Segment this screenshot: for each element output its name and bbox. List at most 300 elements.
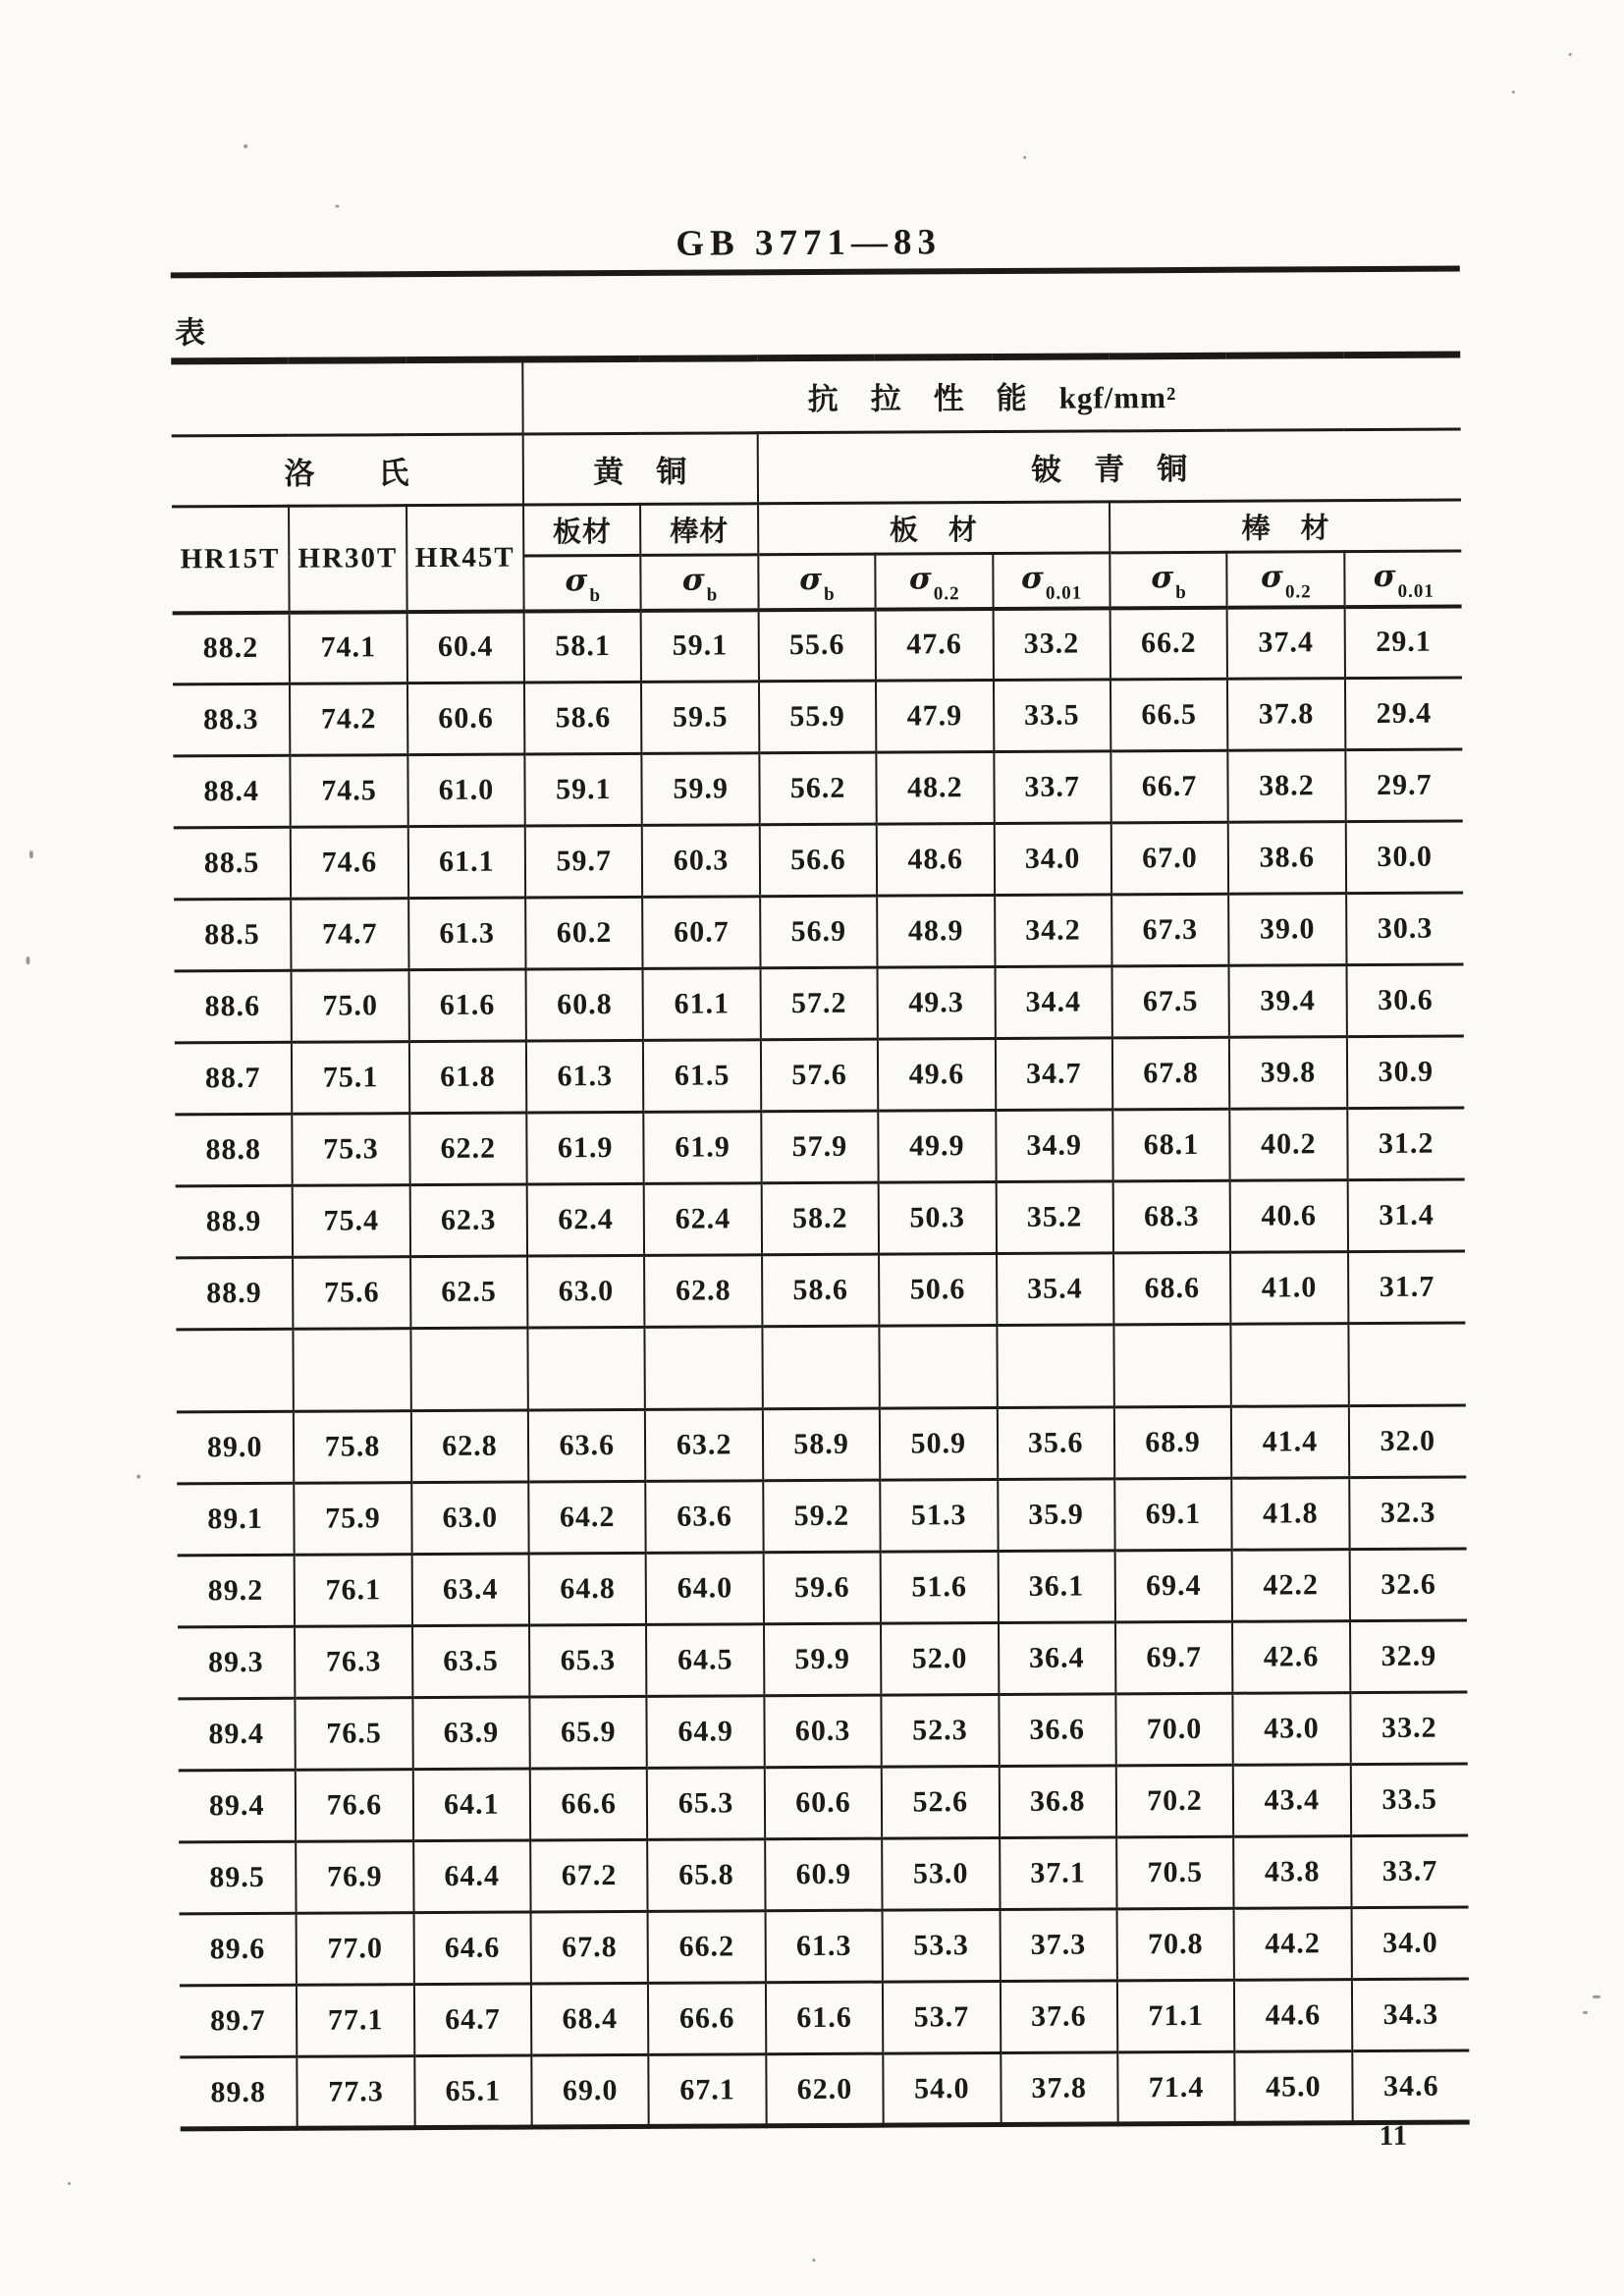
table-cell: 62.5 <box>410 1256 528 1329</box>
table-cell: 75.1 <box>292 1042 409 1115</box>
table-cell: 61.1 <box>407 826 525 899</box>
table-cell: 34.9 <box>996 1110 1113 1182</box>
table-row <box>175 1036 1464 1115</box>
sigma-b-bronze-plate <box>758 554 876 610</box>
table-cell <box>176 1329 294 1412</box>
col-header-hr45t: HR45T <box>406 505 524 612</box>
table-cell: 65.8 <box>648 1839 766 1912</box>
col-header-hr15t: HR15T <box>172 506 290 613</box>
table-cell: 76.5 <box>296 1698 413 1771</box>
table-cell: 51.6 <box>881 1552 999 1624</box>
table-cell: 61.3 <box>765 1910 883 1983</box>
table-cell: 88.8 <box>175 1114 293 1186</box>
table-cell: 63.6 <box>528 1409 646 1482</box>
table-cell: 89.4 <box>178 1698 296 1771</box>
table-cell <box>762 1326 880 1409</box>
table-cell: 52.6 <box>882 1767 1000 1839</box>
table-cell <box>1113 1324 1231 1407</box>
table-cell: 31.7 <box>1348 1251 1466 1324</box>
table-cell: 68.4 <box>531 1983 649 2055</box>
sigma-symbol: σ <box>681 562 706 598</box>
table-cell: 77.1 <box>297 1985 414 2057</box>
table-cell: 68.9 <box>1114 1406 1232 1479</box>
table-row <box>177 1405 1466 1484</box>
table-cell: 32.3 <box>1349 1477 1467 1550</box>
table-cell: 33.5 <box>1350 1764 1468 1836</box>
table-cell: 67.2 <box>530 1839 648 1912</box>
table-cell: 89.6 <box>180 1913 298 1986</box>
table-cell: 70.5 <box>1116 1836 1234 1909</box>
table-cell: 58.1 <box>524 610 642 683</box>
table-cell: 36.6 <box>999 1694 1116 1767</box>
table-cell: 47.6 <box>876 609 994 682</box>
table-cell: 89.5 <box>179 1841 297 1914</box>
heading-rule <box>171 266 1460 279</box>
table-cell: 59.2 <box>763 1480 881 1553</box>
table-row <box>175 1108 1464 1186</box>
table-cell: 50.6 <box>879 1254 997 1327</box>
table-cell: 66.2 <box>648 1911 766 1984</box>
table-cell <box>997 1325 1114 1408</box>
table-cell: 69.7 <box>1115 1621 1233 1694</box>
scan-speck <box>29 850 33 858</box>
table-cell: 49.6 <box>878 1039 996 1112</box>
table-cell: 58.6 <box>524 682 642 754</box>
table-cell: 71.4 <box>1117 2051 1235 2124</box>
table-cell: 75.4 <box>293 1185 410 1258</box>
table-cell: 42.6 <box>1232 1621 1350 1694</box>
table-cell: 64.7 <box>414 1984 532 2056</box>
table-cell: 68.6 <box>1113 1252 1231 1325</box>
table-cell: 75.6 <box>293 1257 410 1330</box>
sigma-001-bronze-bar <box>1344 551 1462 607</box>
table-cell: 67.8 <box>1112 1037 1230 1110</box>
table-cell: 61.3 <box>408 898 526 970</box>
table-cell: 75.8 <box>294 1411 411 1484</box>
table-cell: 49.3 <box>878 967 996 1040</box>
scan-speck <box>1023 156 1026 159</box>
sigma-symbol: σ <box>565 562 589 599</box>
table-cell: 33.2 <box>1350 1692 1468 1765</box>
conversion-table-wrapper <box>171 352 1469 2132</box>
scan-speck <box>335 205 339 208</box>
table-cell: 59.6 <box>763 1552 881 1624</box>
table-body <box>173 606 1470 2129</box>
table-cell: 66.2 <box>1110 607 1227 680</box>
table-cell: 61.1 <box>643 968 761 1041</box>
table-cell: 61.5 <box>643 1040 761 1113</box>
table-cell: 65.3 <box>529 1624 647 1697</box>
table-cell: 89.8 <box>180 2056 298 2129</box>
table-cell: 29.1 <box>1344 606 1462 679</box>
table-cell: 33.7 <box>1351 1835 1469 1908</box>
table-cell: 69.1 <box>1114 1478 1232 1551</box>
table-cell: 74.7 <box>291 899 408 971</box>
table-cell: 88.9 <box>176 1185 294 1258</box>
table-row <box>178 1549 1467 1627</box>
table-cell: 29.4 <box>1345 678 1463 750</box>
table-cell: 60.7 <box>643 897 761 969</box>
table-cell <box>880 1326 998 1409</box>
table-cell: 64.4 <box>413 1840 531 1913</box>
table-cell: 60.6 <box>765 1767 883 1839</box>
table-cell: 64.6 <box>413 1912 531 1985</box>
table-cell: 36.4 <box>999 1622 1116 1695</box>
table-cell: 63.6 <box>646 1481 764 1554</box>
standard-number-heading: GB 3771—83 <box>676 222 943 264</box>
table-cell: 50.9 <box>880 1408 998 1481</box>
table-cell: 33.7 <box>994 751 1111 824</box>
table-cell: 66.6 <box>648 1983 766 2055</box>
table-row-spacer <box>176 1323 1465 1412</box>
table-cell: 40.2 <box>1230 1109 1348 1181</box>
table-cell: 62.2 <box>409 1113 527 1185</box>
table-cell: 42.2 <box>1232 1550 1350 1622</box>
sigma-symbol: σ <box>1373 558 1397 594</box>
sigma-symbol: σ <box>799 561 824 597</box>
scan-speck <box>1593 1995 1600 1998</box>
header-row-product-forms <box>172 500 1461 558</box>
table-cell: 44.2 <box>1234 1908 1352 1981</box>
table-cell: 68.3 <box>1113 1180 1231 1253</box>
brass-bar-cell: 棒材 <box>640 504 758 556</box>
table-cell: 31.4 <box>1347 1179 1465 1252</box>
table-cell: 41.8 <box>1231 1478 1349 1551</box>
table-cell: 59.7 <box>525 825 643 898</box>
sigma-b-bronze-bar <box>1110 552 1227 608</box>
table-row <box>180 1979 1469 2057</box>
table-cell: 37.8 <box>1001 2052 1118 2125</box>
table-cell: 49.9 <box>878 1111 996 1183</box>
table-cell: 61.8 <box>409 1041 527 1114</box>
table-cell: 37.3 <box>1000 1909 1117 1982</box>
table-cell: 89.3 <box>178 1626 296 1699</box>
table-cell: 48.6 <box>877 824 995 897</box>
table-cell: 61.9 <box>644 1112 762 1184</box>
table-cell: 60.3 <box>642 825 760 898</box>
table-cell: 38.6 <box>1228 822 1346 895</box>
sigma-subscript: 0.01 <box>1045 582 1083 604</box>
table-cell: 69.4 <box>1114 1550 1232 1622</box>
bronze-plate-cell: 板 材 <box>758 502 1110 555</box>
table-row <box>177 1477 1466 1556</box>
header-row-material-groups <box>172 429 1461 507</box>
table-cell: 88.3 <box>173 683 291 756</box>
table-cell: 55.6 <box>758 609 876 682</box>
table-row <box>180 2050 1469 2129</box>
table-cell: 35.4 <box>997 1253 1114 1326</box>
table-row <box>173 678 1462 756</box>
table-cell: 67.3 <box>1111 894 1229 966</box>
table-cell: 48.2 <box>877 752 995 825</box>
table-cell: 89.0 <box>177 1411 295 1484</box>
table-cell: 54.0 <box>883 2053 1001 2126</box>
table-cell: 61.0 <box>407 754 525 827</box>
table-cell: 64.1 <box>412 1769 530 1841</box>
sigma-subscript: 0.2 <box>1284 581 1312 603</box>
table-row <box>180 1907 1469 1986</box>
hardness-tensile-conversion-table <box>171 352 1469 2132</box>
table-cell: 63.9 <box>412 1697 530 1770</box>
table-cell: 52.3 <box>882 1695 1000 1768</box>
sigma-subscript: 0.01 <box>1397 580 1435 602</box>
table-cell: 36.8 <box>999 1766 1116 1838</box>
table-cell: 64.2 <box>528 1481 646 1554</box>
table-cell: 88.6 <box>175 970 293 1043</box>
table-cell: 62.3 <box>409 1184 527 1257</box>
table-cell: 57.2 <box>760 967 878 1040</box>
table-caption-label: 表 <box>175 315 206 351</box>
table-cell: 69.0 <box>531 2054 649 2127</box>
table-cell: 37.1 <box>1000 1837 1117 1910</box>
table-cell: 61.6 <box>408 969 526 1042</box>
table-cell: 67.1 <box>649 2054 767 2127</box>
table-cell: 35.9 <box>998 1479 1115 1552</box>
table-cell: 35.6 <box>997 1407 1114 1480</box>
rockwell-group-cell: 洛 氏 <box>172 434 523 507</box>
sigma-symbol: σ <box>1151 559 1175 595</box>
table-cell: 76.3 <box>295 1626 412 1699</box>
table-cell: 44.6 <box>1234 1980 1352 2052</box>
table-cell: 88.4 <box>173 755 291 828</box>
sigma-b-brass-plate <box>523 555 641 611</box>
table-cell <box>645 1327 763 1410</box>
table-cell: 30.0 <box>1345 821 1463 894</box>
scan-speck <box>1569 53 1572 56</box>
table-row <box>176 1251 1465 1330</box>
table-cell: 70.2 <box>1116 1765 1234 1837</box>
table-cell: 48.9 <box>877 896 995 968</box>
table-cell: 59.5 <box>641 682 759 754</box>
table-row <box>178 1620 1467 1699</box>
header-row-tensile-title <box>171 355 1460 436</box>
table-cell: 60.9 <box>765 1838 883 1911</box>
table-cell: 62.8 <box>411 1410 529 1483</box>
table-cell: 61.6 <box>766 1982 884 2054</box>
table-cell: 76.9 <box>297 1841 414 1914</box>
sigma-001-bronze-plate <box>993 553 1110 609</box>
scan-speck <box>1583 2011 1588 2014</box>
table-cell: 63.2 <box>645 1409 763 1482</box>
table-cell: 37.6 <box>1000 1981 1117 2053</box>
table-cell: 30.6 <box>1346 964 1464 1037</box>
table-cell: 32.6 <box>1349 1549 1467 1621</box>
table-cell: 74.5 <box>291 755 408 828</box>
table-cell: 66.6 <box>530 1768 648 1840</box>
table-cell: 71.1 <box>1117 1980 1235 2052</box>
table-cell <box>528 1327 646 1410</box>
table-cell: 61.9 <box>526 1112 644 1184</box>
sigma-subscript: 0.2 <box>933 582 960 605</box>
table-cell: 60.3 <box>764 1695 882 1768</box>
table-cell: 51.3 <box>880 1480 998 1553</box>
scan-speck <box>68 2182 71 2185</box>
table-cell: 62.8 <box>644 1255 762 1328</box>
table-cell: 34.6 <box>1352 2050 1470 2123</box>
table-header <box>171 355 1461 613</box>
table-cell: 33.5 <box>993 680 1110 752</box>
table-cell: 74.6 <box>291 827 408 900</box>
table-cell: 60.8 <box>526 968 644 1041</box>
table-cell: 74.2 <box>290 683 407 756</box>
table-cell: 58.2 <box>761 1182 879 1255</box>
brass-group-cell: 黄 铜 <box>523 433 758 505</box>
table-cell: 89.4 <box>179 1770 297 1842</box>
table-row <box>179 1835 1468 1914</box>
table-cell: 88.2 <box>173 612 291 684</box>
table-cell: 43.8 <box>1233 1836 1351 1909</box>
table-cell: 75.9 <box>295 1483 412 1556</box>
table-cell: 47.9 <box>876 681 994 753</box>
table-cell: 63.0 <box>411 1482 529 1555</box>
table-cell <box>1348 1323 1466 1406</box>
table-cell: 89.1 <box>177 1483 295 1556</box>
table-cell: 77.3 <box>298 2056 415 2129</box>
table-cell: 77.0 <box>297 1913 414 1986</box>
table-cell: 33.2 <box>993 608 1110 681</box>
sigma-b-brass-bar <box>641 555 759 611</box>
table-cell: 88.5 <box>174 899 292 971</box>
tensile-properties-title-cell: 抗 拉 性 能 kgf/mm² <box>522 355 1460 434</box>
scan-speck <box>812 2259 815 2262</box>
table-cell: 76.6 <box>296 1770 413 1842</box>
table-cell: 38.2 <box>1228 750 1346 823</box>
table-cell: 34.0 <box>1351 1907 1469 1980</box>
table-cell: 30.3 <box>1346 893 1464 965</box>
sigma-symbol: σ <box>1260 559 1284 595</box>
table-cell: 52.0 <box>881 1623 999 1696</box>
table-cell: 59.9 <box>642 753 760 826</box>
table-cell: 39.4 <box>1229 965 1347 1038</box>
table-cell: 57.6 <box>761 1039 879 1112</box>
beryllium-bronze-group-cell: 铍 青 铜 <box>757 429 1461 504</box>
table-cell: 37.4 <box>1227 607 1345 680</box>
table-cell: 59.1 <box>641 610 759 683</box>
table-cell: 62.4 <box>527 1183 645 1256</box>
col-header-hr30t: HR30T <box>289 506 406 613</box>
table-cell: 34.3 <box>1352 1979 1470 2051</box>
table-cell: 88.5 <box>174 827 292 900</box>
table-cell: 43.0 <box>1233 1693 1351 1766</box>
table-cell: 37.8 <box>1227 679 1345 751</box>
table-cell: 35.2 <box>996 1181 1113 1254</box>
table-cell: 34.4 <box>995 966 1112 1039</box>
table-cell: 53.0 <box>882 1838 1000 1911</box>
scan-speck <box>244 144 247 148</box>
table-cell: 56.9 <box>760 896 878 968</box>
table-row <box>173 606 1462 684</box>
table-cell: 55.9 <box>759 681 877 753</box>
table-cell: 70.0 <box>1115 1693 1233 1766</box>
table-cell: 64.9 <box>647 1696 765 1769</box>
table-cell: 76.1 <box>295 1555 412 1627</box>
table-cell: 57.9 <box>761 1111 879 1183</box>
header-blank-cell <box>171 359 522 436</box>
table-cell <box>1231 1324 1349 1407</box>
table-cell: 56.6 <box>760 824 878 897</box>
scan-speck <box>1512 90 1515 93</box>
table-cell: 61.3 <box>526 1040 644 1113</box>
table-cell: 66.7 <box>1110 750 1228 823</box>
sigma-subscript: b <box>824 583 836 605</box>
table-cell: 67.5 <box>1111 965 1229 1038</box>
table-cell: 64.8 <box>529 1553 647 1625</box>
table-cell: 60.2 <box>525 897 643 969</box>
table-row <box>173 749 1462 828</box>
table-cell: 75.0 <box>292 970 409 1043</box>
table-cell <box>410 1328 528 1411</box>
page-number: 11 <box>1379 2119 1409 2152</box>
table-cell: 59.9 <box>764 1623 882 1696</box>
sigma-symbol: σ <box>908 561 933 597</box>
table-cell: 63.5 <box>412 1625 530 1698</box>
sigma-subscript: b <box>589 584 602 606</box>
table-cell: 65.1 <box>414 2055 532 2128</box>
table-cell: 53.7 <box>883 1982 1001 2054</box>
table-cell: 60.4 <box>406 611 524 683</box>
table-cell: 32.9 <box>1350 1620 1468 1693</box>
table-row <box>175 964 1464 1043</box>
table-cell: 88.7 <box>175 1042 293 1115</box>
table-cell: 64.5 <box>646 1624 764 1697</box>
table-cell: 75.3 <box>293 1114 410 1186</box>
table-cell: 41.0 <box>1230 1252 1348 1325</box>
table-cell: 39.0 <box>1228 894 1346 966</box>
table-cell: 70.8 <box>1116 1908 1234 1981</box>
scan-speck <box>26 957 29 964</box>
table-cell: 64.0 <box>646 1553 764 1625</box>
table-cell: 67.8 <box>531 1911 649 1984</box>
table-cell: 65.9 <box>529 1696 647 1769</box>
sigma-subscript: b <box>706 584 719 606</box>
table-cell: 58.9 <box>763 1408 881 1481</box>
table-cell: 68.1 <box>1112 1109 1230 1181</box>
table-cell: 31.2 <box>1347 1108 1465 1180</box>
table-cell: 34.7 <box>995 1038 1112 1111</box>
table-row <box>176 1179 1465 1258</box>
table-cell: 88.9 <box>176 1257 294 1330</box>
table-cell: 58.6 <box>762 1254 880 1327</box>
table-cell: 30.9 <box>1346 1036 1464 1109</box>
table-cell: 40.6 <box>1230 1180 1348 1253</box>
table-cell: 43.4 <box>1233 1765 1351 1837</box>
table-cell: 59.1 <box>524 753 642 826</box>
table-cell: 65.3 <box>647 1768 765 1840</box>
table-cell: 41.4 <box>1231 1406 1349 1479</box>
table-cell: 74.1 <box>290 612 407 684</box>
table-cell <box>294 1329 411 1412</box>
table-row <box>178 1692 1467 1771</box>
table-cell: 29.7 <box>1345 749 1463 822</box>
table-row <box>174 821 1463 900</box>
table-cell: 36.1 <box>998 1551 1115 1623</box>
table-cell: 63.0 <box>527 1255 645 1328</box>
table-cell: 45.0 <box>1235 2051 1353 2124</box>
sigma-symbol: σ <box>1020 560 1046 596</box>
table-cell: 34.2 <box>995 895 1112 967</box>
table-row <box>174 893 1463 971</box>
table-cell: 56.2 <box>759 752 877 825</box>
table-cell: 89.7 <box>180 1985 298 2057</box>
sigma-subscript: b <box>1175 581 1187 603</box>
sigma-02-bronze-bar <box>1227 552 1345 608</box>
table-cell: 39.8 <box>1229 1037 1347 1110</box>
scan-speck <box>136 1475 140 1479</box>
sigma-02-bronze-plate <box>875 554 993 610</box>
table-cell: 50.3 <box>879 1182 997 1255</box>
bronze-bar-cell: 棒 材 <box>1110 500 1461 553</box>
table-cell: 62.4 <box>644 1183 762 1256</box>
